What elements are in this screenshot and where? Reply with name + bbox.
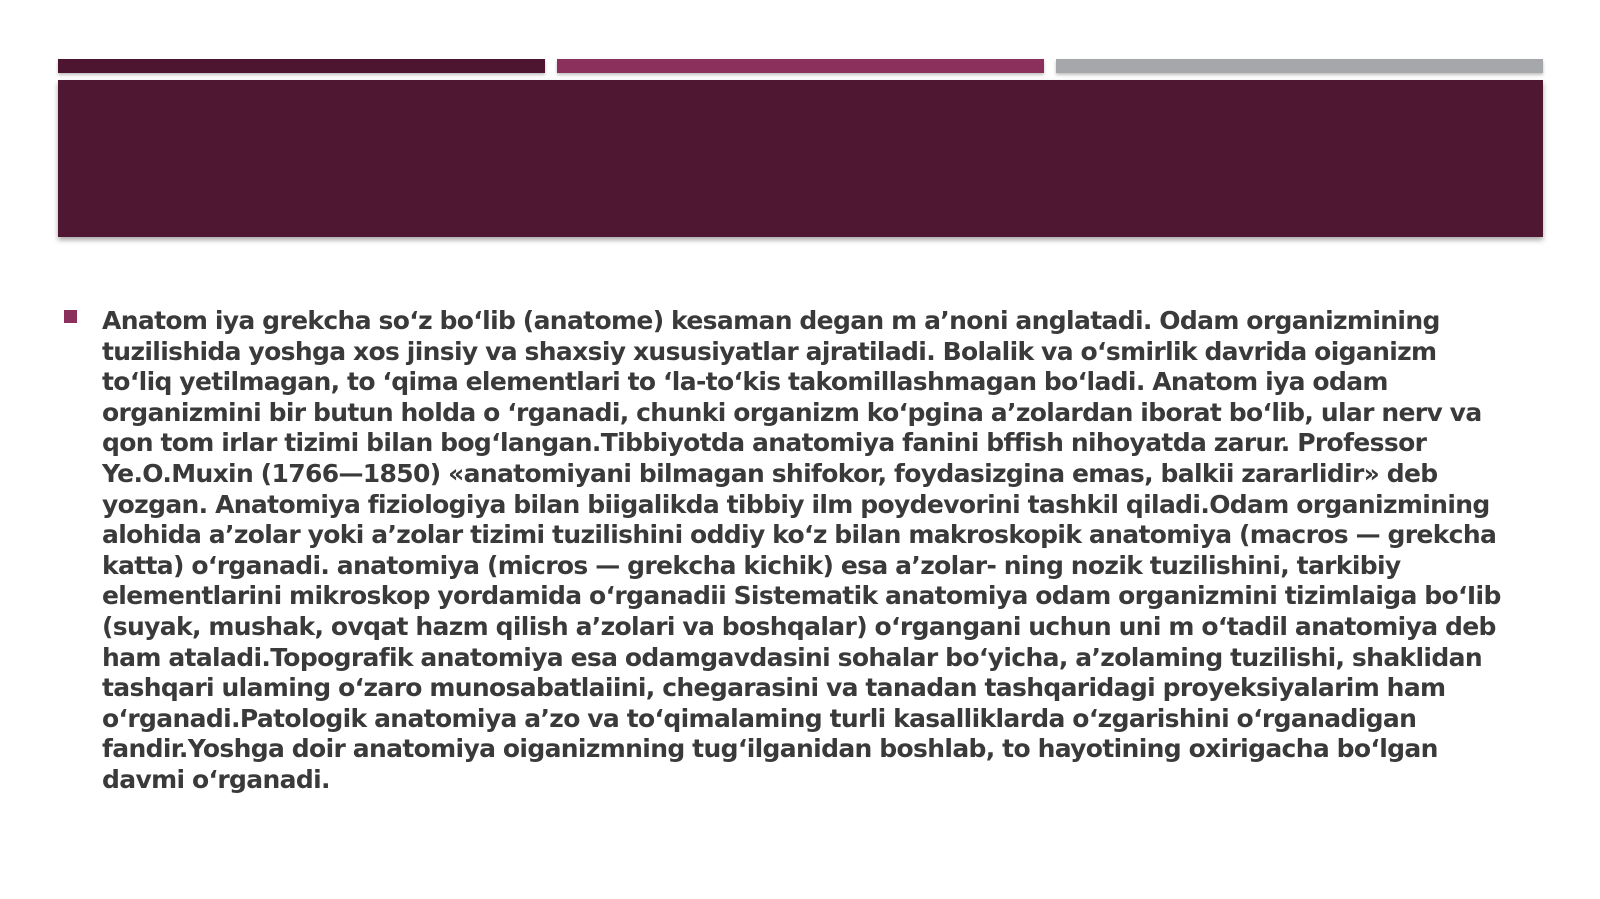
body-paragraph: Anatom iya grekcha so‘z bo‘lib (anatome) kesaman degan m a’noni anglatadi. Odam organizmining tuzilishida yoshga xos jinsiy va shaxsiy xususiyatlar ajratiladi. Bolalik va o‘smirlik davrida oiganizm to‘liq yetilmagan, to ‘qima elementlari to ‘la-to‘kis takomillashmagan bo‘ladi. Anatom iya odam organizmini bir butun holda o ‘rganadi, chunki organizm ko‘pgina a’zolardan iborat bo‘lib, ular nerv va qon tom irlar tizimi bilan bog‘langan.Tibbiyotda anatomiya fanini bffish nihoyatda zarur. Professor Ye.O.Muxin (1766—1850) «anatomiyani bilmagan shifokor, foydasizgina emas, balkii zararlidir» deb yozgan. Anatomiya fiziologiya bilan biigalikda tibbiy ilm poydevorini tashkil qiladi.Odam organizmining alohida a’zolar yoki a’zolar tizimi tuzilishini oddiy ko‘z bilan makroskopik anatomiya (macros — grekcha katta) o‘rganadi. anatomiya (micros — grekcha kichik) esa a’zolar- ning nozik tuzilishini, tarkibiy elementlarini mikroskop yordamida o‘rganadii Sistematik anatomiya odam organizmini tizimlaiga bo‘Iib (suyak, mushak, ovqat hazm qilish a’zolari va boshqalar) o‘rgangani uchun uni m o‘tadil anatomiya deb ham ataladi.Topografik anatomiya esa odamgavdasini sohalar bo‘yicha, a’zolaming tuzilishi, shaklidan tashqari ulaming o‘zaro munosabatlaiini, chegarasini va tanadan tashqaridagi proyeksiyalarim ham o‘rganadi.Patologik anatomiya a’zo va to‘qimalaming turli kasalliklarda o‘zgarishini o‘rganadigan fandir.Yoshga doir anatomiya oiganizmning tug‘ilganidan boshlab, to hayotining oxirigacha bo‘lgan davmi o‘rganadi. (102, 306, 1501, 794)
accent-stripe-dark (58, 59, 545, 73)
content-area (64, 306, 1504, 796)
accent-stripe-gray (1056, 59, 1543, 73)
title-band (58, 80, 1543, 237)
square-bullet-icon (64, 310, 77, 323)
accent-stripe-magenta (557, 59, 1044, 73)
